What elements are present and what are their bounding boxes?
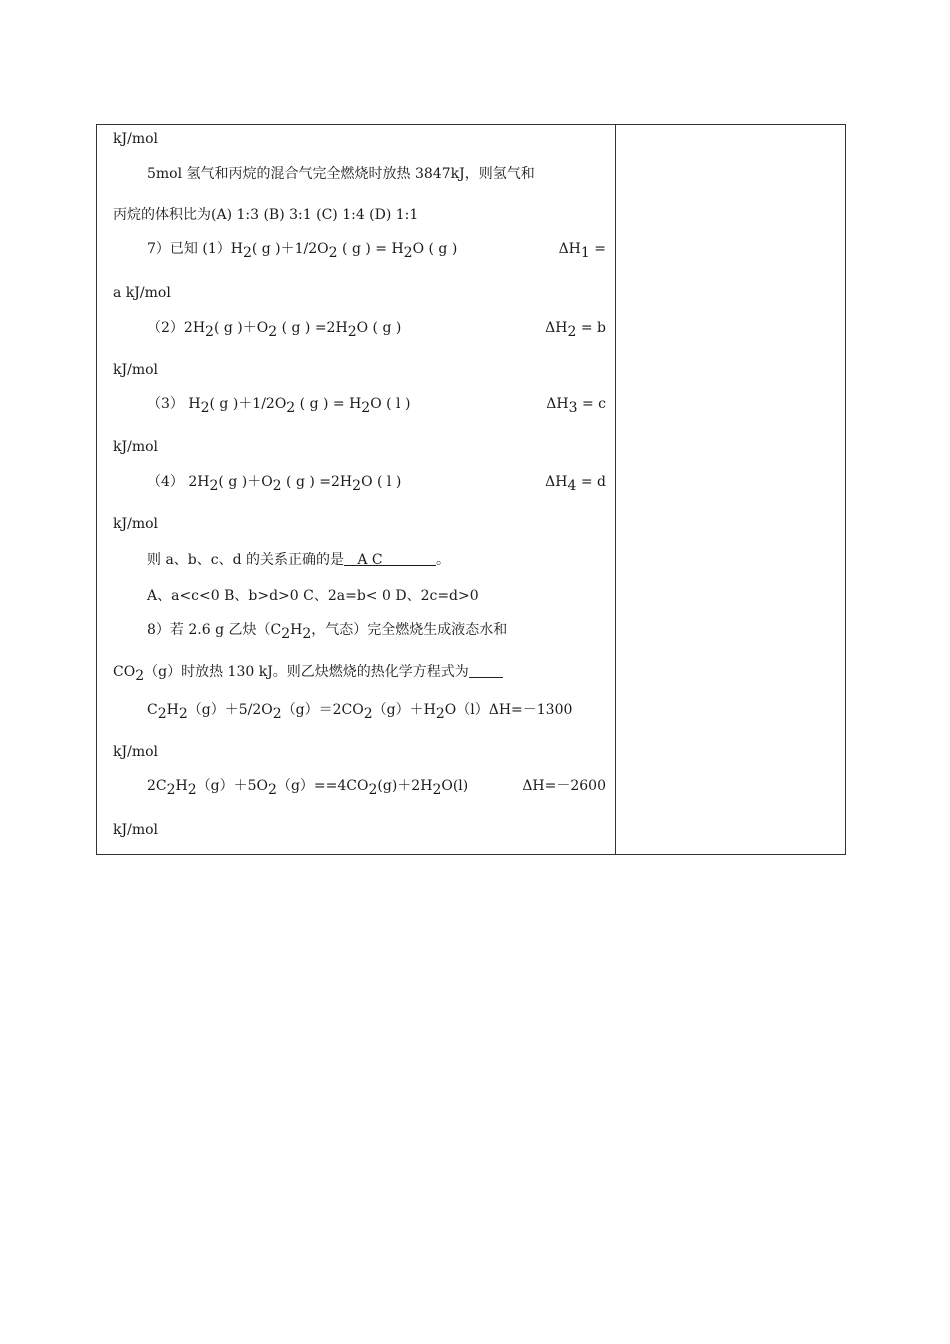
question-text: 5mol 氢气和丙烷的混合气完全燃烧时放热 3847kJ，则氢气和 bbox=[147, 166, 535, 182]
content-cell bbox=[97, 125, 615, 854]
equation-1: 7）已知 $(1)H_2$( g )$+1/2O_2$ ( g ) = $H_2O$ ( g ) bbox=[147, 241, 458, 261]
answer-options: 丙烷的体积比为(A) 1:3 (B) 3:1 (C) 1:4 (D) 1:1 bbox=[113, 207, 419, 223]
question-8-continued: $CO_2(g)$时放热 130 kJ。则乙炔燃烧的热化学方程式为 bbox=[113, 663, 503, 681]
delta-h-3: $\Delta H_3 = c$ bbox=[546, 396, 606, 416]
question-8: 8）若 2.6 g 乙炔（$C_2H_2$，气态）完全燃烧生成液态水和 bbox=[147, 622, 508, 642]
delta-h-4: $\Delta H_4 = d$ bbox=[545, 474, 606, 494]
document-table bbox=[96, 124, 846, 855]
answer-equation-1: $C_2H_2(g)+5/2O_2(g)=2CO_2(g)+H_2O(l)\Delta H=-1300$ bbox=[147, 702, 573, 722]
text-line: kJ/mol bbox=[113, 744, 158, 760]
text-line: a kJ/mol bbox=[113, 285, 171, 301]
text-line: kJ/mol bbox=[113, 516, 158, 532]
blank-line bbox=[469, 663, 503, 678]
equation-4: （4） $2H_2$( g )$+O_2$ ( g ) $=2H_2O$ ( l ) bbox=[147, 474, 402, 494]
relation-options: A、a<c<0 B、b>d>0 C、2a=b< 0 D、2c=d>0 bbox=[147, 588, 479, 604]
text-line: kJ/mol bbox=[113, 362, 158, 378]
equation-2: $(2)2H_2$( g )$+O_2$ ( g ) $=2H_2O$ ( g ) bbox=[147, 320, 402, 340]
relation-question: 则 a、b、c、d 的关系正确的是 A C 。 bbox=[147, 552, 451, 568]
delta-h-answer: ΔH=－2600 bbox=[522, 778, 606, 794]
delta-h-1: $\Delta H_1$ = bbox=[558, 241, 606, 261]
delta-h-2: $\Delta H_2 = b$ bbox=[545, 320, 606, 340]
equation-3: （3） $H_2$( g )$+1/2O_2$ ( g ) = $H_2O$ ( l ) bbox=[147, 396, 411, 416]
fill-in-answer: A C bbox=[344, 552, 437, 568]
text-line: kJ/mol bbox=[113, 822, 158, 838]
text-line: kJ/mol bbox=[113, 439, 158, 455]
answer-equation-2: $2C_2H_2(g)+5O_2(g)==4CO_2(g)+2H_2O(l)$ bbox=[147, 778, 469, 798]
text-line: kJ/mol bbox=[113, 131, 158, 147]
column-divider bbox=[615, 125, 616, 854]
